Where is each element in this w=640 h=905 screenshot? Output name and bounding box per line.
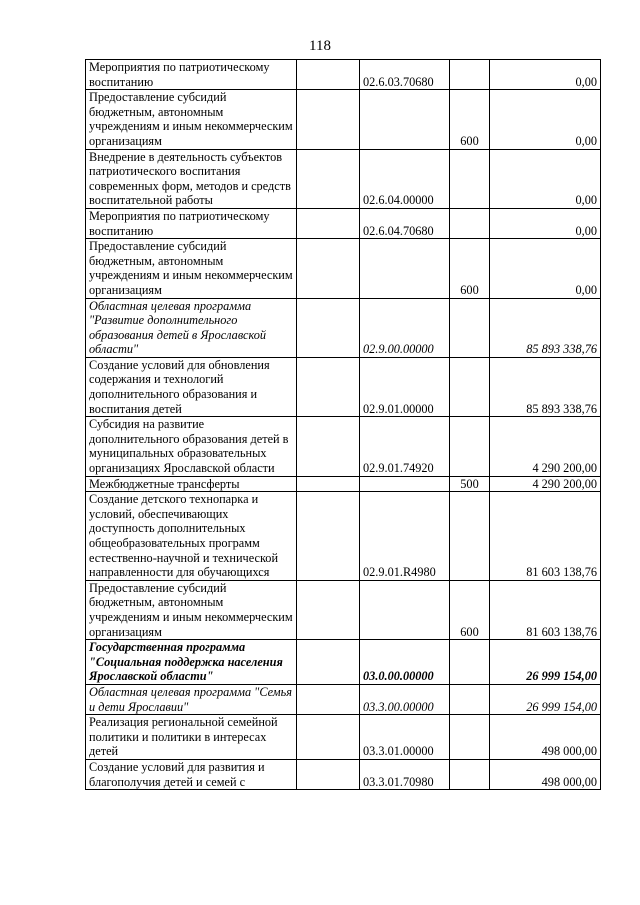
row-amount-cell: 26 999 154,00 [490, 640, 601, 685]
row-name-cell: Областная целевая программа "Развитие дополнительного образования детей в Ярославской области" [86, 298, 297, 357]
row-empty-cell [297, 60, 360, 90]
row-type-cell [450, 417, 490, 476]
row-amount-cell: 85 893 338,76 [490, 357, 601, 416]
row-empty-cell [297, 476, 360, 492]
table-row [86, 208, 601, 238]
row-amount-cell: 498 000,00 [490, 715, 601, 760]
row-code-cell [360, 90, 450, 149]
row-code-cell [360, 476, 450, 492]
row-amount-cell: 26 999 154,00 [490, 684, 601, 714]
row-code-cell: 03.3.01.00000 [360, 715, 450, 760]
row-type-cell [450, 149, 490, 208]
row-amount-cell: 0,00 [490, 90, 601, 149]
row-empty-cell [297, 640, 360, 685]
row-name-cell: Субсидия на развитие дополнительного образования детей в муниципальных образовательных организациях Ярославской области [86, 417, 297, 476]
row-type-cell: 600 [450, 239, 490, 298]
row-type-cell [450, 640, 490, 685]
row-amount-cell: 498 000,00 [490, 759, 601, 789]
table-row [86, 60, 601, 90]
budget-table [85, 59, 601, 790]
row-name-cell: Предоставление субсидий бюджетным, автономным учреждениям и иным некоммерческим организациям [86, 90, 297, 149]
row-type-cell [450, 208, 490, 238]
table-row [86, 417, 601, 476]
row-empty-cell [297, 298, 360, 357]
table-row [86, 580, 601, 639]
row-empty-cell [297, 357, 360, 416]
row-code-cell: 03.0.00.00000 [360, 640, 450, 685]
row-type-cell [450, 298, 490, 357]
row-empty-cell [297, 149, 360, 208]
row-name-cell: Предоставление субсидий бюджетным, автономным учреждениям и иным некоммерческим организациям [86, 239, 297, 298]
row-empty-cell [297, 90, 360, 149]
page-number: 118 [309, 38, 331, 54]
table-row [86, 298, 601, 357]
table-row [86, 640, 601, 685]
table-row [86, 476, 601, 492]
table-row [86, 239, 601, 298]
row-empty-cell [297, 580, 360, 639]
row-type-cell: 600 [450, 90, 490, 149]
row-code-cell: 02.9.00.00000 [360, 298, 450, 357]
row-amount-cell: 0,00 [490, 208, 601, 238]
row-name-cell: Государственная программа "Социальная поддержка населения Ярославской области" [86, 640, 297, 685]
row-empty-cell [297, 417, 360, 476]
row-type-cell [450, 715, 490, 760]
row-name-cell: Создание детского технопарка и условий, обеспечивающих доступность дополнительных общеобразовательных программ естественно-научной и технической направленности для обучающихся [86, 492, 297, 581]
row-amount-cell: 4 290 200,00 [490, 417, 601, 476]
row-name-cell: Мероприятия по патриотическому воспитанию [86, 208, 297, 238]
row-type-cell: 500 [450, 476, 490, 492]
table-row [86, 684, 601, 714]
row-amount-cell: 85 893 338,76 [490, 298, 601, 357]
table-row [86, 492, 601, 581]
row-code-cell: 02.6.03.70680 [360, 60, 450, 90]
row-amount-cell: 4 290 200,00 [490, 476, 601, 492]
row-code-cell [360, 239, 450, 298]
row-type-cell: 600 [450, 580, 490, 639]
row-code-cell: 03.3.01.70980 [360, 759, 450, 789]
row-empty-cell [297, 715, 360, 760]
row-type-cell [450, 759, 490, 789]
row-name-cell: Областная целевая программа "Семья и дети Ярославии" [86, 684, 297, 714]
row-name-cell: Создание условий для обновления содержания и технологий дополнительного образования и воспитания детей [86, 357, 297, 416]
row-empty-cell [297, 684, 360, 714]
table-row [86, 357, 601, 416]
row-amount-cell: 0,00 [490, 60, 601, 90]
row-amount-cell: 0,00 [490, 149, 601, 208]
row-code-cell [360, 580, 450, 639]
row-name-cell: Внедрение в деятельность субъектов патриотического воспитания современных форм, методов и средств воспитательной работы [86, 149, 297, 208]
row-empty-cell [297, 239, 360, 298]
row-code-cell: 02.6.04.00000 [360, 149, 450, 208]
row-code-cell: 03.3.00.00000 [360, 684, 450, 714]
row-type-cell [450, 492, 490, 581]
row-code-cell: 02.9.01.00000 [360, 357, 450, 416]
row-name-cell: Реализация региональной семейной политики и политики в интересах детей [86, 715, 297, 760]
table-row [86, 759, 601, 789]
row-empty-cell [297, 492, 360, 581]
row-name-cell: Межбюджетные трансферты [86, 476, 297, 492]
row-name-cell: Мероприятия по патриотическому воспитанию [86, 60, 297, 90]
row-amount-cell: 0,00 [490, 239, 601, 298]
budget-table-body [86, 60, 601, 790]
row-code-cell: 02.9.01.74920 [360, 417, 450, 476]
row-amount-cell: 81 603 138,76 [490, 580, 601, 639]
row-type-cell [450, 684, 490, 714]
table-row [86, 715, 601, 760]
row-type-cell [450, 60, 490, 90]
row-empty-cell [297, 208, 360, 238]
row-name-cell: Создание условий для развития и благополучия детей и семей с [86, 759, 297, 789]
row-name-cell: Предоставление субсидий бюджетным, автономным учреждениям и иным некоммерческим организациям [86, 580, 297, 639]
table-row [86, 90, 601, 149]
row-type-cell [450, 357, 490, 416]
row-amount-cell: 81 603 138,76 [490, 492, 601, 581]
table-row [86, 149, 601, 208]
row-code-cell: 02.6.04.70680 [360, 208, 450, 238]
row-code-cell: 02.9.01.R4980 [360, 492, 450, 581]
row-empty-cell [297, 759, 360, 789]
